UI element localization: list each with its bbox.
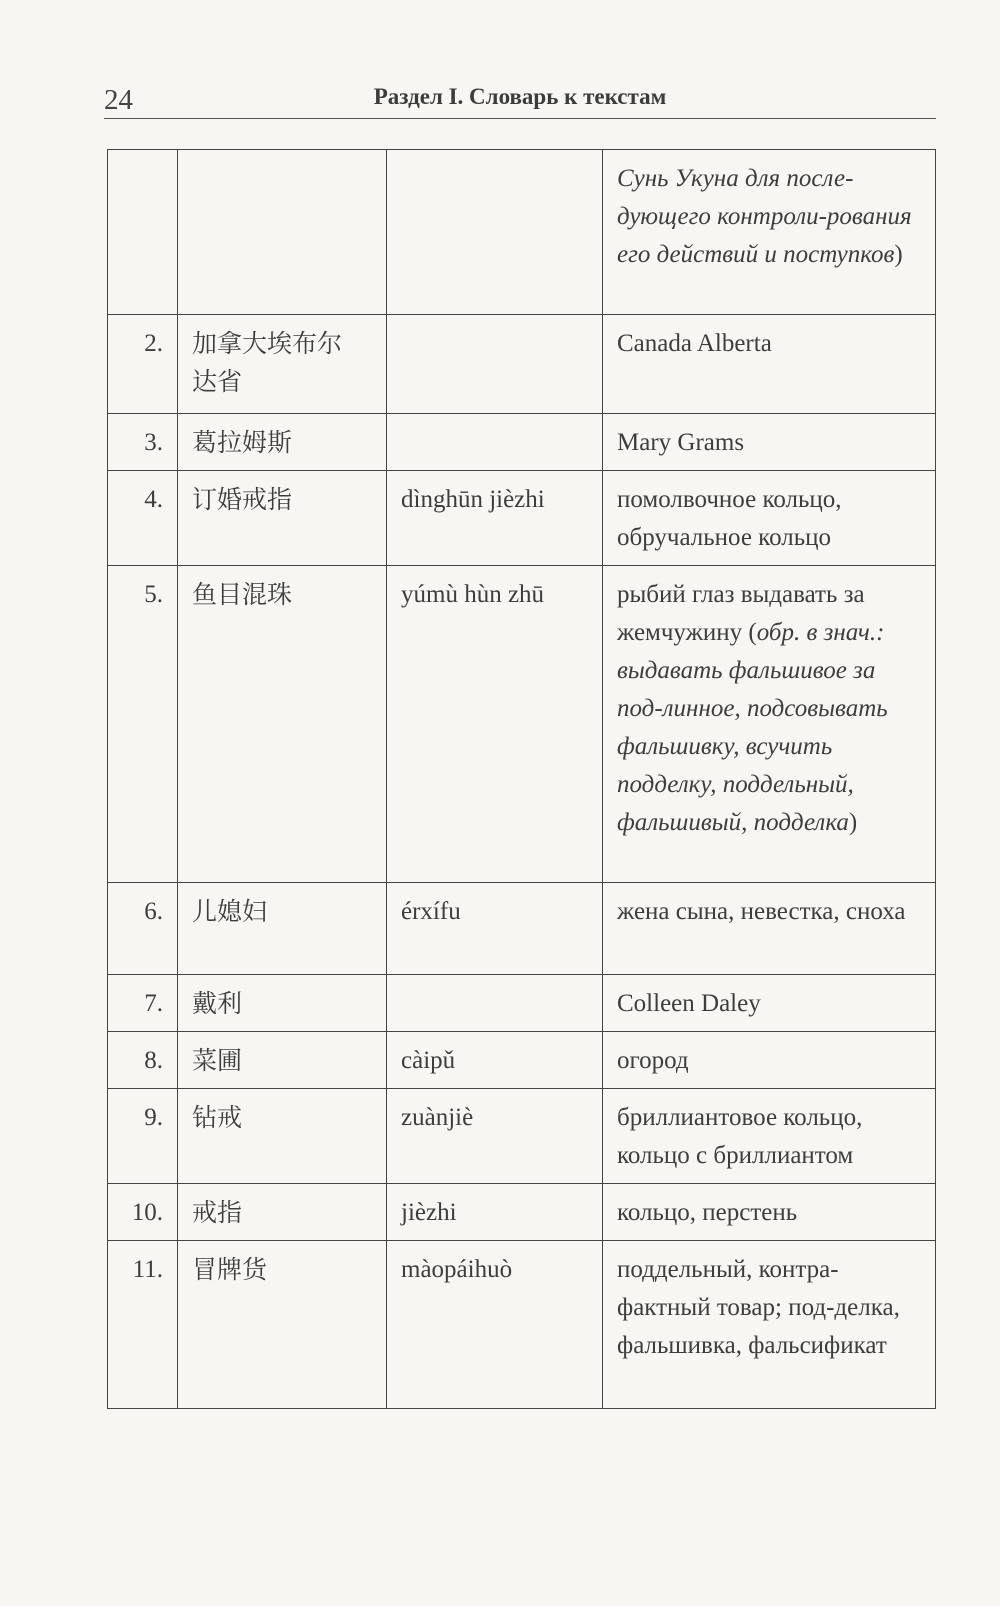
translation-text: жена сына, невестка, сноха: [617, 898, 906, 925]
row-number: 8.: [108, 1032, 178, 1089]
translation: [603, 414, 936, 471]
vocabulary-table: [107, 149, 936, 1409]
pinyin: [387, 315, 603, 414]
pinyin: [387, 414, 603, 471]
chinese-term: [178, 150, 387, 315]
table-row: [108, 150, 936, 315]
row-number: 4.: [108, 471, 178, 566]
chinese-term: 葛拉姆斯: [178, 414, 387, 471]
translation-italic: обр. в знач.: выдавать фальшивое за под-линное, подсовывать фальшивку, всучить подделку, поддельный, фальшивый, подделка: [617, 619, 888, 836]
row-number: 7.: [108, 975, 178, 1032]
row-number: 6.: [108, 883, 178, 975]
chinese-term: 戒指: [178, 1184, 387, 1241]
page-number: 24: [104, 84, 133, 116]
table-row: [108, 883, 936, 975]
pinyin: jièzhi: [387, 1184, 603, 1241]
chinese-term: 钻戒: [178, 1089, 387, 1184]
translation-text: огород: [617, 1047, 689, 1074]
section-title: Раздел I. Словарь к текстам: [373, 84, 667, 109]
table-row: [108, 1089, 936, 1184]
pinyin: càipǔ: [387, 1032, 603, 1089]
translation: [603, 1184, 936, 1241]
page-header: [104, 78, 936, 119]
table-row: [108, 315, 936, 414]
row-number: 10.: [108, 1184, 178, 1241]
translation-text: Canada Alberta: [617, 330, 772, 357]
translation-text: Colleen Daley: [617, 990, 761, 1017]
pinyin: zuànjiè: [387, 1089, 603, 1184]
row-number: 11.: [108, 1241, 178, 1409]
chinese-term: 菜圃: [178, 1032, 387, 1089]
translation: [603, 1241, 936, 1409]
translation-close: ): [848, 809, 858, 836]
translation-text: рыбий глаз выдавать за жемчужину (: [617, 581, 865, 646]
row-number: 2.: [108, 315, 178, 414]
table-row: [108, 975, 936, 1032]
pinyin: [387, 150, 603, 315]
translation-text: помолвочное кольцо, обручальное кольцо: [617, 486, 842, 551]
translation: [603, 1032, 936, 1089]
chinese-term: 鱼目混珠: [178, 566, 387, 883]
table-row: [108, 1032, 936, 1089]
pinyin: màopáihuò: [387, 1241, 603, 1409]
row-number: 5.: [108, 566, 178, 883]
table-row: [108, 1184, 936, 1241]
translation: [603, 975, 936, 1032]
chinese-term: 订婚戒指: [178, 471, 387, 566]
translation: [603, 883, 936, 975]
translation: [603, 471, 936, 566]
translation-italic: Сунь Укуна для после-дующего контроли-рования его действий и поступков: [617, 165, 912, 268]
chinese-term: 加拿大埃布尔达省: [178, 315, 387, 414]
chinese-term: 冒牌货: [178, 1241, 387, 1409]
translation: [603, 150, 936, 315]
translation: [603, 566, 936, 883]
translation-text: Mary Grams: [617, 429, 745, 456]
row-number: 3.: [108, 414, 178, 471]
row-number: [108, 150, 178, 315]
translation-text: кольцо, перстень: [617, 1199, 798, 1226]
pinyin: yúmù hùn zhū: [387, 566, 603, 883]
table-row: [108, 471, 936, 566]
row-number: 9.: [108, 1089, 178, 1184]
translation-text: бриллиантовое кольцо, кольцо с бриллиантом: [617, 1104, 863, 1169]
chinese-term: 戴利: [178, 975, 387, 1032]
translation-close: ): [894, 241, 903, 268]
pinyin: dìnghūn jièzhi: [387, 471, 603, 566]
table-row: [108, 414, 936, 471]
translation-text: поддельный, контра-фактный товар; под-делка, фальшивка, фальсификат: [617, 1256, 900, 1359]
pinyin: [387, 975, 603, 1032]
translation: [603, 315, 936, 414]
translation: [603, 1089, 936, 1184]
pinyin: érxífu: [387, 883, 603, 975]
table-row: [108, 1241, 936, 1409]
table-row: [108, 566, 936, 883]
chinese-term: 儿媳妇: [178, 883, 387, 975]
